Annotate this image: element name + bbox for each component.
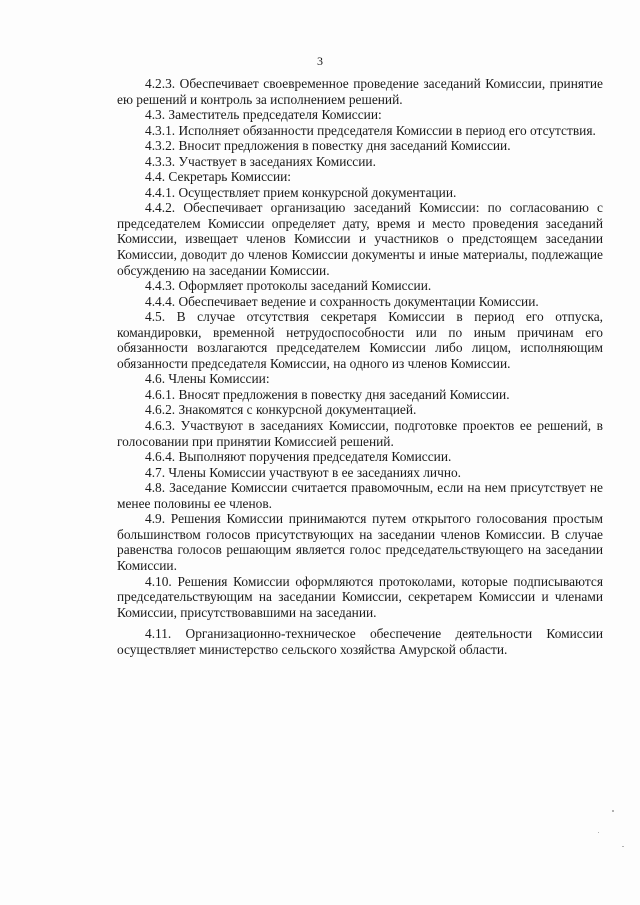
paragraph-4-10: 4.10. Решения Комиссии оформляются протоколами, которые подписываются председательствующим на заседании Комиссии, секретарем Комиссии и членами Комиссии, присутствовавшими на заседании. bbox=[117, 573, 603, 620]
paragraph-4-6-1: 4.6.1. Вносят предложения в повестку дня заседаний Комиссии. bbox=[145, 386, 510, 402]
paragraph-4-4-1: 4.4.1. Осуществляет прием конкурсной документации. bbox=[145, 184, 457, 200]
scan-speck bbox=[598, 832, 599, 833]
scan-speck bbox=[622, 846, 624, 847]
paragraph-4-7: 4.7. Члены Комиссии участвуют в ее заседаниях лично. bbox=[145, 464, 462, 480]
paragraph-4-4: 4.4. Секретарь Комиссии: bbox=[145, 169, 292, 185]
scan-speck bbox=[612, 810, 614, 812]
paragraph-4-6-3: 4.6.3. Участвуют в заседаниях Комиссии, подготовке проектов ее решений, в голосовании при принятии Комиссией решений. bbox=[117, 418, 603, 449]
document-body bbox=[117, 76, 603, 657]
paragraph-4-4-2: 4.4.2. Обеспечивает организацию заседаний Комиссии: по согласованию с председателем Комиссии определяет дату, время и место проведения заседаний Комиссии, извещает членов Комиссии и участников о предстоящем заседании Комиссии, доводит до членов Комиссии документы и иные материалы, подлежащие обсуждению на заседании Комиссии. bbox=[117, 200, 603, 278]
paragraph-4-3-1: 4.3.1. Исполняет обязанности председателя Комиссии в период его отсутствия. bbox=[145, 122, 596, 138]
paragraph-4-3: 4.3. Заместитель председателя Комиссии: bbox=[145, 107, 382, 123]
paragraph-4-3-2: 4.3.2. Вносит предложения в повестку дня заседаний Комиссии. bbox=[145, 138, 511, 154]
paragraph-4-6: 4.6. Члены Комиссии: bbox=[145, 371, 270, 387]
paragraph-4-4-4: 4.4.4. Обеспечивает ведение и сохранность документации Комиссии. bbox=[145, 293, 539, 309]
paragraph-4-6-4: 4.6.4. Выполняют поручения председателя Комиссии. bbox=[145, 449, 452, 465]
paragraph-4-3-3: 4.3.3. Участвует в заседаниях Комиссии. bbox=[145, 153, 376, 169]
paragraph-4-6-2: 4.6.2. Знакомятся с конкурсной документацией. bbox=[145, 402, 417, 418]
paragraph-4-2-3: 4.2.3. Обеспечивает своевременное проведение заседаний Комиссии, принятие ею решений и контроль за исполнением решений. bbox=[117, 76, 603, 107]
paragraph-4-5: 4.5. В случае отсутствия секретаря Комиссии в период его отпуска, командировки, временной нетрудоспособности или по иным причинам его обязанности возлагаются председателем Комиссии либо лицом, исполняющим обязанности председателя Комиссии, на одного из членов Комиссии. bbox=[117, 309, 603, 371]
paragraph-4-9: 4.9. Решения Комиссии принимаются путем открытого голосования простым большинством голосов присутствующих на заседании членов Комиссии. В случае равенства голосов решающим является голос председательствующего на заседании Комиссии. bbox=[117, 511, 603, 573]
paragraph-4-8: 4.8. Заседание Комиссии считается правомочным, если на нем присутствует не менее половины ее членов. bbox=[117, 480, 603, 511]
page-number: 3 bbox=[317, 54, 323, 68]
paragraph-4-4-3: 4.4.3. Оформляет протоколы заседаний Комиссии. bbox=[145, 278, 432, 294]
paragraph-4-11: 4.11. Организационно-техническое обеспечение деятельности Комиссии осуществляет министерство сельского хозяйства Амурской области. bbox=[117, 626, 603, 657]
